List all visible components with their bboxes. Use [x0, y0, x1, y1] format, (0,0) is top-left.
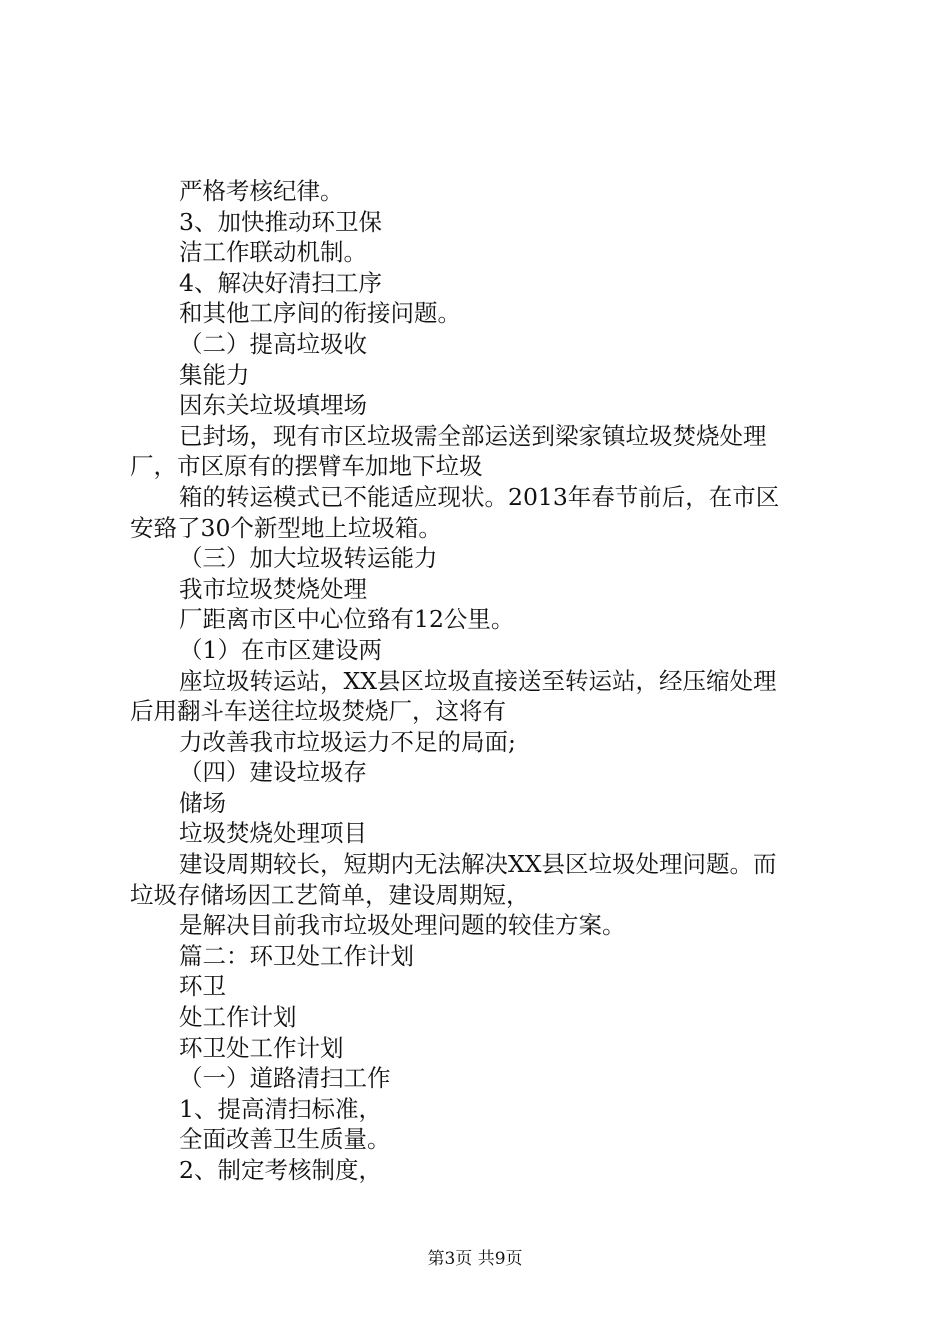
text-line: 箱的转运模式已不能适应现状。2013年春节前后，在市区	[179, 482, 780, 511]
text-line: （二）提高垃圾收	[179, 329, 367, 358]
text-line: 安臵了30个新型地上垃圾箱。	[130, 513, 442, 542]
text-line: 1、提高清扫标准，	[179, 1094, 382, 1123]
text-line: 因东关垃圾填埋场	[179, 391, 367, 420]
section-heading: 篇二：环卫处工作计划	[179, 941, 414, 970]
text-line: （一）道路清扫工作	[179, 1064, 391, 1093]
text-line: 厂，市区原有的摆臂车加地下垃圾	[130, 452, 483, 481]
text-line: 力改善我市垃圾运力不足的局面;	[179, 727, 516, 756]
text-line: 建设周期较长，短期内无法解决XX县区垃圾处理问题。而	[179, 850, 777, 879]
text-line: 全面改善卫生质量。	[179, 1125, 391, 1154]
text-line: （四）建设垃圾存	[179, 758, 367, 787]
text-line: 4、解决好清扫工序	[179, 268, 382, 297]
text-line: 环卫处工作计划	[179, 1033, 344, 1062]
text-line: 已封场，现有市区垃圾需全部运送到梁家镇垃圾焚烧处理	[179, 421, 767, 450]
text-line: 集能力	[179, 360, 250, 389]
text-line: 垃圾存储场因工艺简单，建设周期短，	[130, 880, 530, 909]
text-line: 厂距离市区中心位臵有12公里。	[179, 605, 515, 634]
text-line: 后用翻斗车送往垃圾焚烧厂，这将有	[130, 697, 506, 726]
text-line: 2、制定考核制度，	[179, 1156, 382, 1184]
text-line: 洁工作联动机制。	[179, 238, 367, 267]
text-line: 严格考核纪律。	[179, 177, 344, 205]
text-line: 3、加快推动环卫保	[179, 207, 382, 236]
text-line: 和其他工序间的衔接问题。	[179, 299, 461, 328]
text-line: 处工作计划	[179, 1003, 297, 1032]
document-body	[130, 176, 835, 1186]
text-line: 是解决目前我市垃圾处理问题的较佳方案。	[179, 911, 626, 940]
text-line: 座垃圾转运站，XX县区垃圾直接送至转运站，经压缩处理	[179, 666, 777, 695]
text-line: （三）加大垃圾转运能力	[179, 544, 438, 573]
text-line: 我市垃圾焚烧处理	[179, 574, 367, 603]
text-line: 环卫	[179, 972, 226, 1001]
text-line: 垃圾焚烧处理项目	[179, 819, 367, 848]
text-line: （1）在市区建设两	[179, 635, 382, 664]
page-number-footer: 第3页 共9页	[427, 1249, 523, 1269]
text-line: 储场	[179, 788, 226, 817]
